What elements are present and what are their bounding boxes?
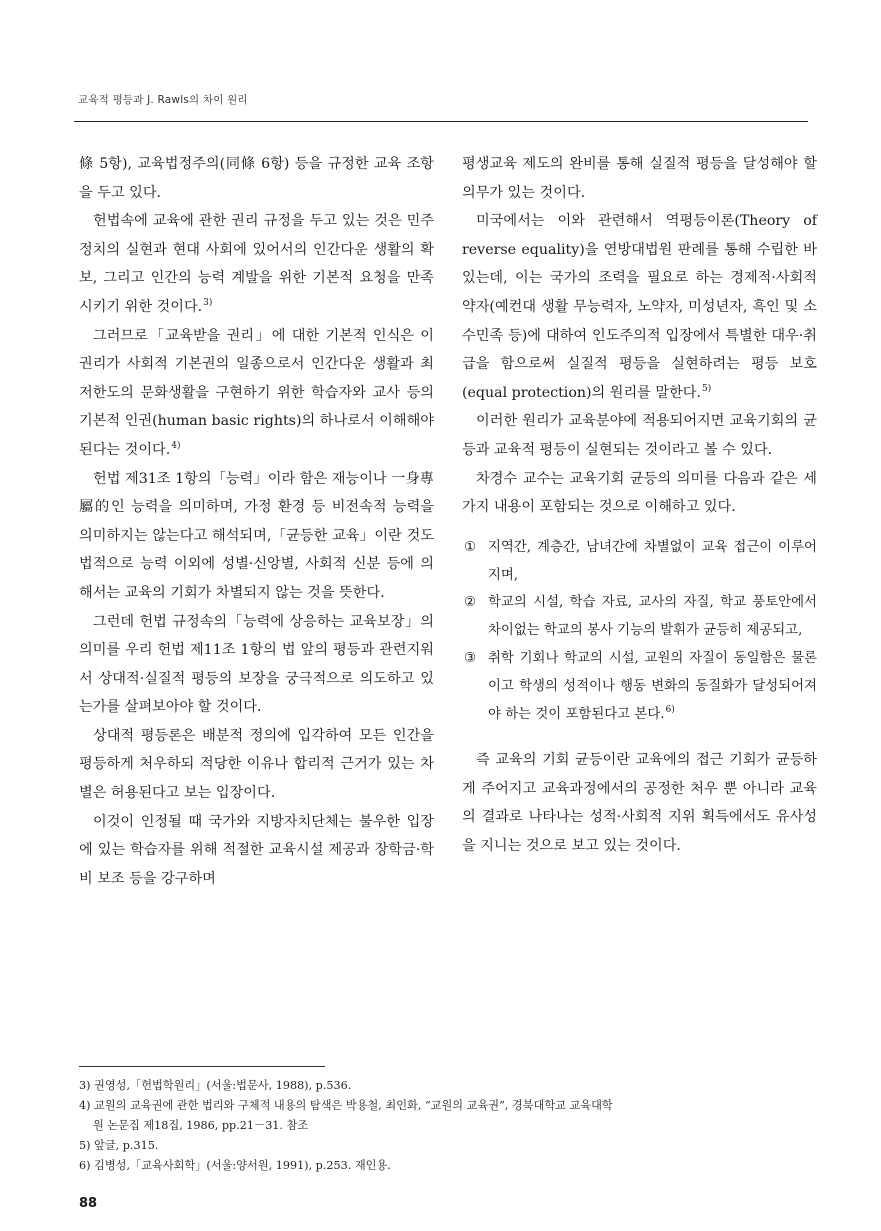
footnote-rule xyxy=(79,1066,325,1067)
right-paragraph-2-text: 미국에서는 이와 관련해서 역평등이론(Theory of reverse equality)을 연방대법원 판례를 통해 수립한 바 있는데, 이는 국가의 조력을 필요로 하는 경제적·사회적 약자(예컨대 생활 무능력자, 노약자, 미성년자, 흑인 및 소수민족 등)에 대하여 인도주의적 입장에서 특별한 대우·취급을 함으로써 실질적 평등을 실현하려는 평등 보호(equal protection)의 원리를 말한다. xyxy=(462,213,817,401)
footnote-3: 3) 권영성,「헌법학원리」(서울:법문사, 1988), p.536. xyxy=(79,1079,352,1092)
left-paragraph-4: 헌법 제31조 1항의「능력」이라 함은 재능이나 一身專屬的인 능력을 의미하며, 가정 환경 등 비전속적 능력을 의미하지는 않는다고 해석되며,「균등한 교육」이란 것도 법적으로 능력 이외에 성별·신앙별, 사회적 신분 등에 의해서는 교육의 기회가 차별되지 않는 것을 뜻한다. xyxy=(79,470,434,601)
left-paragraph-3 xyxy=(79,322,434,465)
left-column xyxy=(79,150,434,893)
list-item xyxy=(462,534,817,590)
footnote-ref-3: 3) xyxy=(203,298,213,309)
left-paragraph-6: 상대적 평등론은 배분적 정의에 입각하여 모든 인간을 평등하게 처우하되 적당한 이유나 합리적 근거가 있는 차별은 허용된다고 보는 입장이다. xyxy=(79,727,434,802)
footnote-ref-4: 4) xyxy=(171,441,181,452)
footnote-ref-6: 6) xyxy=(665,705,675,716)
page-number: 88 xyxy=(79,1196,98,1211)
list-item xyxy=(462,589,817,645)
list-item xyxy=(462,645,817,728)
footnotes xyxy=(79,1076,809,1176)
numbered-list xyxy=(462,534,817,729)
list-marker: ② xyxy=(464,595,477,611)
footnote-4-continued: 원 논문집 제18집, 1986, pp.21－31. 참조 xyxy=(93,1119,309,1132)
right-paragraph-3: 이러한 원리가 교육분야에 적용되어지면 교육기회의 균등과 교육적 평등이 실현되는 것이라고 볼 수 있다. xyxy=(462,413,817,458)
left-paragraph-1: 條 5항), 교육법정주의(同條 6항) 등을 규정한 교육 조항을 두고 있다. xyxy=(79,156,434,201)
right-column xyxy=(462,150,817,861)
left-paragraph-2 xyxy=(79,207,434,321)
list-item-text: 취학 기회나 학교의 시설, 교원의 자질이 동일함은 물론이고 학생의 성적이나 행동 변화의 동질화가 달성되어져야 하는 것이 포함된다고 본다. xyxy=(488,650,817,722)
left-paragraph-2-text: 헌법속에 교육에 관한 권리 규정을 두고 있는 것은 민주 정치의 실현과 현대 사회에 있어서의 인간다운 생활의 확보, 그리고 인간의 능력 계발을 위한 기본적 요청을 만족시키기 위한 것이다. xyxy=(79,213,434,315)
list-marker: ③ xyxy=(464,650,477,666)
left-paragraph-5: 그런데 헌법 규정속의「능력에 상응하는 교육보장」의 의미를 우리 헌법 제11조 1항의 법 앞의 평등과 관련지워서 상대적·실질적 평등의 보장을 궁극적으로 의도하고 있는가를 살펴보아야 할 것이다. xyxy=(79,613,434,716)
list-marker: ① xyxy=(464,539,477,555)
right-paragraph-5: 즉 교육의 기회 균등이란 교육에의 접근 기회가 균등하게 주어지고 교육과정에서의 공정한 처우 뿐 아니라 교육의 결과로 나타나는 성적·사회적 지위 획득에서도 유사성을 지니는 것으로 보고 있는 것이다. xyxy=(462,752,817,855)
right-paragraph-2 xyxy=(462,207,817,407)
right-paragraph-1: 평생교육 제도의 완비를 통해 실질적 평등을 달성해야 할 의무가 있는 것이다. xyxy=(462,156,817,201)
footnote-ref-5: 5) xyxy=(702,384,712,395)
list-item-text: 지역간, 계층간, 남녀간에 차별없이 교육 접근이 이루어지며, xyxy=(488,539,817,583)
left-paragraph-3-text: 그러므로「교육받을 권리」에 대한 기본적 인식은 이 권리가 사회적 기본권의 일종으로서 인간다운 생활과 최저한도의 문화생활을 구현하기 위한 학습자와 교사 등의 기본적 인권(human basic rights)의 하나로서 이해해야 된다는 것이다. xyxy=(79,327,434,458)
footnote-4: 4) 교원의 교육권에 관한 법리와 구체적 내용의 탐색은 박용철, 최인화, “교원의 교육권”, 경북대학교 교육대학 xyxy=(79,1099,613,1112)
running-head: 교육적 평등과 J. Rawls의 차이 원리 xyxy=(78,94,248,106)
footnote-6: 6) 김병성,「교육사회학」(서울:양서원, 1991), p.253. 재인용. xyxy=(79,1159,391,1172)
list-item-text: 학교의 시설, 학습 자료, 교사의 자질, 학교 풍토안에서 차이없는 학교의 봉사 기능의 발휘가 균등히 제공되고, xyxy=(488,595,817,639)
header-rule xyxy=(74,121,808,122)
right-paragraph-4: 차경수 교수는 교육기회 균등의 의미를 다음과 같은 세가지 내용이 포함되는 것으로 이해하고 있다. xyxy=(462,470,817,516)
footnote-5: 5) 앞글, p.315. xyxy=(79,1139,159,1152)
left-paragraph-7: 이것이 인정될 때 국가와 지방자치단체는 불우한 입장에 있는 학습자를 위해 적절한 교육시설 제공과 장학금·학비 보조 등을 강구하며 xyxy=(79,813,434,887)
